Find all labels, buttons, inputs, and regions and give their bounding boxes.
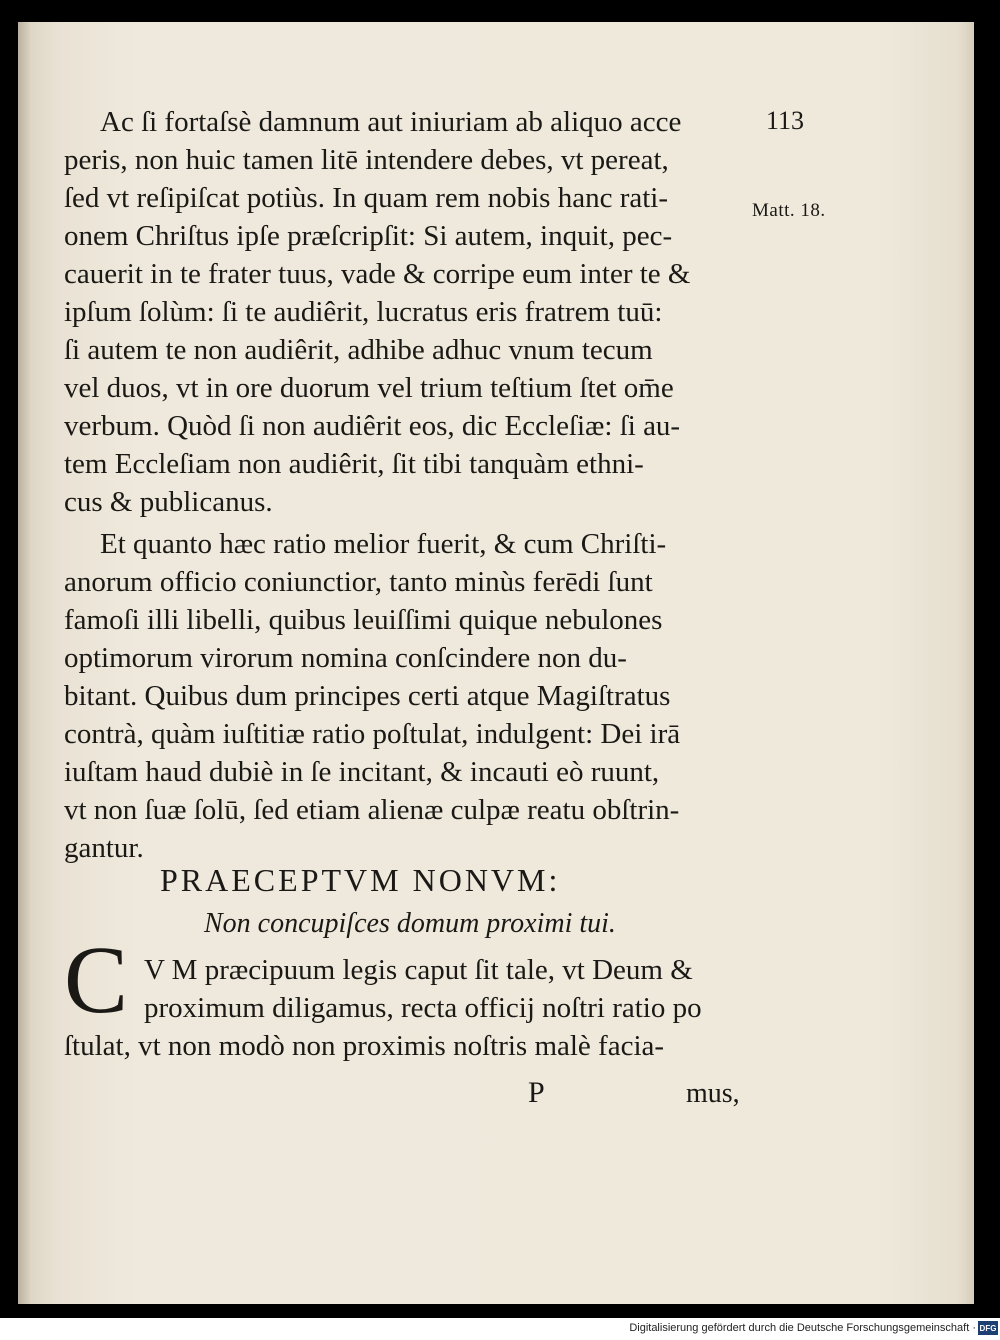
text-line: cus & publicanus. bbox=[64, 486, 273, 518]
text-line: tem Eccleſiam non audiêrit, ſit tibi tanquàm ethni- bbox=[64, 448, 644, 480]
text-line: vel duos, vt in ore duorum vel trium teſtium ſtet om̄e bbox=[64, 372, 674, 404]
text-line: famoſi illi libelli, quibus leuiſſimi quique nebulones bbox=[64, 604, 663, 636]
catchword: mus, bbox=[686, 1078, 740, 1109]
text-line: gantur. bbox=[64, 832, 144, 864]
text-line: iuſtam haud dubiè in ſe incitant, & incauti eò ruunt, bbox=[64, 756, 660, 788]
chapter-subheading: Non concupiſces domum proximi tui. bbox=[204, 908, 616, 939]
page-gutter-edge bbox=[18, 22, 32, 1304]
text-line: ſi autem te non audiêrit, adhibe adhuc vnum tecum bbox=[64, 334, 653, 366]
text-line: peris, non huic tamen litē intendere debes, vt pereat, bbox=[64, 144, 669, 176]
text-line: ipſum ſolùm: ſi te audiêrit, lucratus eris fratrem tuū: bbox=[64, 296, 663, 328]
text-line: Et quanto hæc ratio melior fuerit, & cum Chriſti- bbox=[100, 528, 667, 560]
page-number: 113 bbox=[766, 106, 805, 135]
digitization-credit: Digitalisierung gefördert durch die Deutsche Forschungsgemeinschaft · bbox=[629, 1322, 976, 1334]
text-line: bitant. Quibus dum principes certi atque Magiſtratus bbox=[64, 680, 671, 712]
text-line: contrà, quàm iuſtitiæ ratio poſtulat, indulgent: Dei irā bbox=[64, 718, 681, 750]
dfg-logo: DFG bbox=[978, 1321, 998, 1335]
text-line: anorum officio coniunctior, tanto minùs ferēdi ſunt bbox=[64, 566, 653, 598]
text-line: proximum diligamus, recta officij noſtri ratio po bbox=[144, 992, 702, 1024]
text-line: Ac ſi fortaſsè damnum aut iniuriam ab aliquo acce bbox=[100, 106, 682, 138]
chapter-heading: PRAECEPTVM NONVM: bbox=[160, 862, 561, 898]
text-line: cauerit in te frater tuus, vade & corripe eum inter te & bbox=[64, 258, 691, 290]
signature-mark: P bbox=[528, 1076, 545, 1109]
text-line: V M præcipuum legis caput ſit tale, vt Deum & bbox=[144, 954, 693, 986]
text-line: optimorum virorum nomina conſcindere non du- bbox=[64, 642, 627, 674]
drop-cap: C bbox=[64, 926, 129, 1033]
text-line: ſtulat, vt non modò non proximis noſtris malè facia- bbox=[64, 1030, 665, 1062]
text-line: ſed vt reſipiſcat potiùs. In quam rem nobis hanc rati- bbox=[64, 182, 669, 214]
text-line: onem Chriſtus ipſe præſcripſit: Si autem, inquit, pec- bbox=[64, 220, 673, 252]
text-line: verbum. Quòd ſi non audiêrit eos, dic Eccleſiæ: ſi au- bbox=[64, 410, 681, 442]
book-page bbox=[18, 22, 974, 1304]
marginal-note: Matt. 18. bbox=[752, 200, 826, 221]
text-line: vt non ſuæ ſolū, ſed etiam alienæ culpæ reatu obſtrin- bbox=[64, 794, 680, 826]
